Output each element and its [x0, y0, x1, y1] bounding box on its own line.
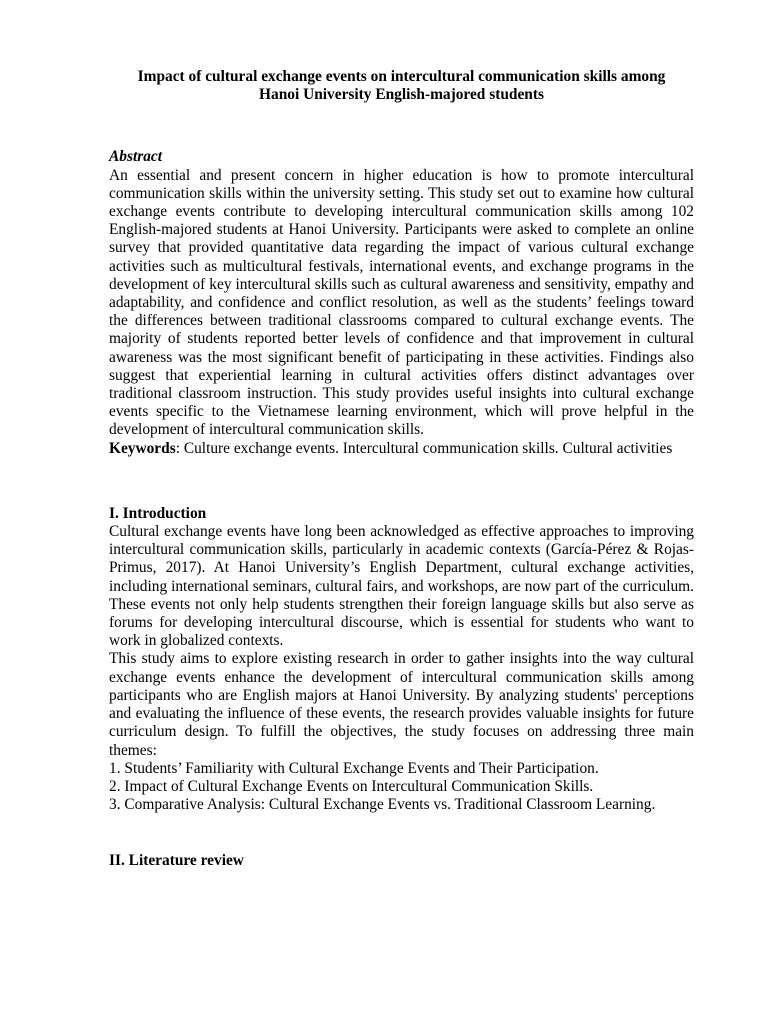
theme-item: 2. Impact of Cultural Exchange Events on Intercultural Communication Skills. — [109, 777, 594, 795]
introduction-paragraph-1: Cultural exchange events have long been acknowledged as effective approaches to improving intercultural communication skills, particularly in academic contexts (García-Pérez & Rojas-Primus, 2017). At Hanoi University’s English Department, cultural exchange activities, including international seminars, cultural fairs, and workshops, are now part of the curriculum. These events not only help students strengthen their foreign language skills but also serve as forums for developing intercultural discourse, which is essential for students who want to work in globalized contexts. — [109, 523, 694, 650]
spacer — [109, 814, 694, 852]
theme-item: 3. Comparative Analysis: Cultural Exchange Events vs. Traditional Classroom Learning. — [109, 796, 656, 814]
keywords-label: Keywords — [109, 439, 176, 457]
abstract-body: An essential and present concern in higher education is how to promote intercultural communication skills within the university setting. This study set out to examine how cultural exchange events contribute to developing intercultural communication skills among 102 English-majored students at Hanoi University. Participants were asked to complete an online survey that provided quantitative data regarding the impact of various cultural exchange activities such as multicultural festivals, international events, and exchange programs in the development of key intercultural skills such as cultural awareness and sensitivity, empathy and adaptability, and confidence and conflict resolution, as well as the students’ feelings toward the differences between traditional classrooms compared to cultural exchange events. The majority of students reported better levels of confidence and that improvement in cultural awareness was the most significant benefit of participating in these activities. Findings also suggest that experiential learning in cultural activities offers distinct advantages over traditional classroom instruction. This study provides useful insights into cultural exchange events specific to the Vietnamese learning environment, which will prove helpful in the development of intercultural communication skills. — [109, 166, 694, 439]
paper-title-line-2: Hanoi University English-majored students — [259, 86, 544, 104]
spacer — [109, 458, 694, 505]
paper-title-line-1: Impact of cultural exchange events on intercultural communication skills among — [137, 68, 666, 85]
theme-item: 1. Students’ Familiarity with Cultural Exchange Events and Their Participation. — [109, 759, 599, 777]
literature-review-heading: II. Literature review — [109, 852, 244, 870]
introduction-paragraph-2: This study aims to explore existing research in order to gather insights into the way cultural exchange events enhance the development of intercultural communication skills among participants who are English majors at Hanoi University. By analyzing students' perceptions and evaluating the influence of these events, the research provides valuable insights for future curriculum design. To fulfill the objectives, the study focuses on addressing three main themes: — [109, 650, 694, 759]
introduction-heading: I. Introduction — [109, 504, 207, 522]
spacer — [109, 104, 694, 148]
document-page — [109, 68, 694, 871]
keywords-line — [109, 440, 694, 458]
keywords-text: : Culture exchange events. Intercultural communication skills. Cultural activities — [175, 439, 673, 457]
paper-title — [109, 68, 694, 104]
abstract-heading: Abstract — [109, 148, 163, 166]
